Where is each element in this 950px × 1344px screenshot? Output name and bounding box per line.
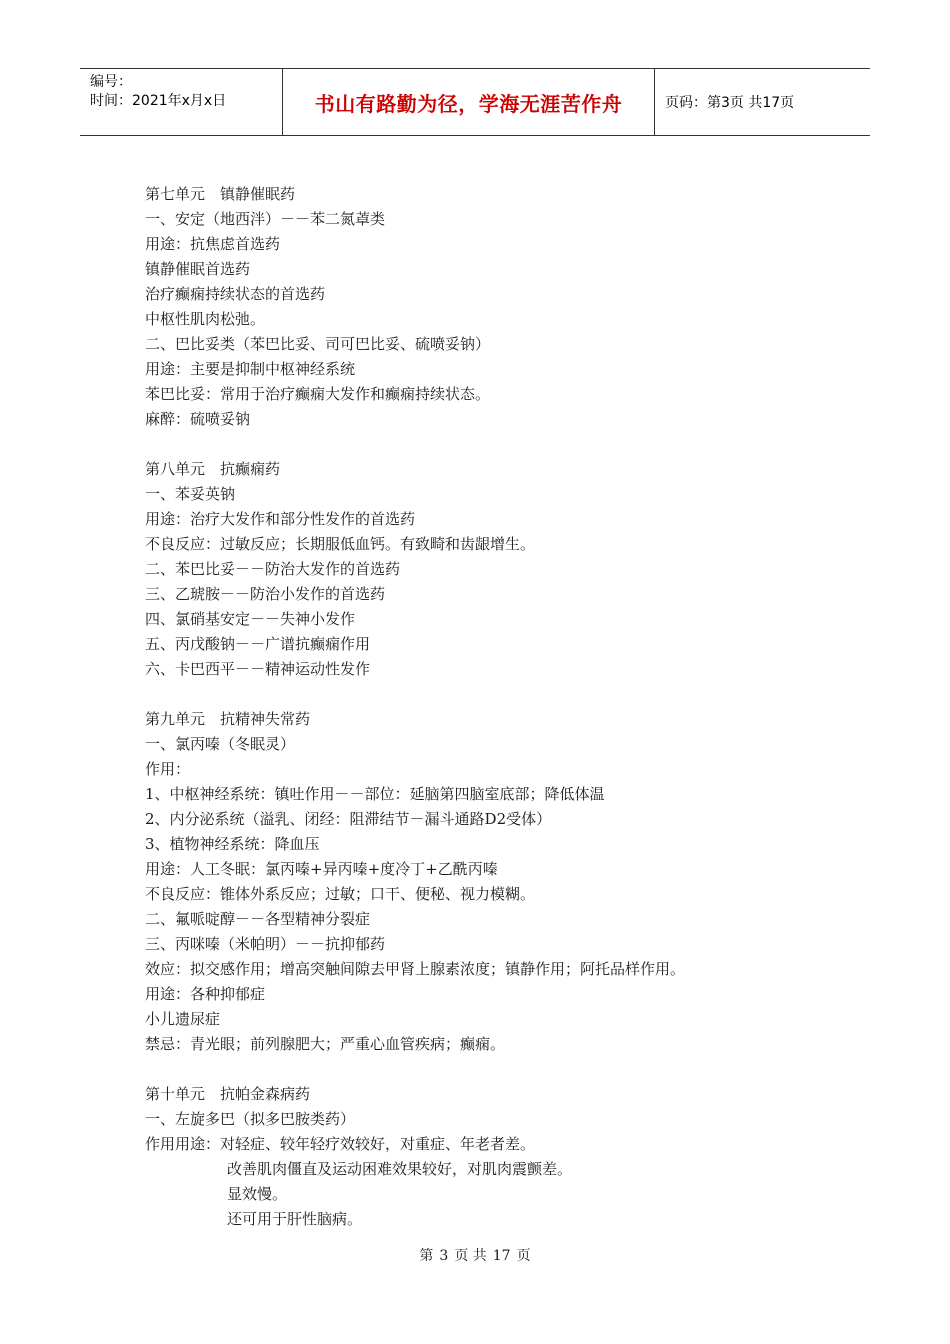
page-header xyxy=(80,68,870,136)
footer-suffix: 页 xyxy=(516,1248,531,1264)
section-title: 第八单元 抗癫痫药 xyxy=(145,460,281,478)
body-line: 麻醉：硫喷妥钠 xyxy=(145,410,251,428)
body-line: 一、左旋多巴（拟多巴胺类药） xyxy=(145,1110,356,1128)
section-spacer xyxy=(145,1057,845,1082)
body-line: 镇静催眠首选药 xyxy=(145,260,251,278)
header-meta xyxy=(90,73,226,111)
page-footer xyxy=(0,1245,950,1265)
body-line: 六、卡巴西平－－精神运动性发作 xyxy=(145,660,371,678)
body-line: 用途：主要是抑制中枢神经系统 xyxy=(145,360,356,378)
footer-total-pages: 17 xyxy=(492,1248,511,1264)
body-line: 用途：治疗大发作和部分性发作的首选药 xyxy=(145,510,416,528)
document-date: 时间：2021年x月x日 xyxy=(90,93,227,109)
body-line: 治疗癫痫持续状态的首选药 xyxy=(145,285,326,303)
footer-mid: 页 共 xyxy=(454,1248,487,1264)
document-code-label: 编号： xyxy=(90,74,132,90)
body-line: 还可用于肝性脑病。 xyxy=(227,1210,363,1228)
body-line: 一、氯丙嗪（冬眠灵） xyxy=(145,735,296,753)
section-title: 第九单元 抗精神失常药 xyxy=(145,710,311,728)
body-line: 三、丙咪嗪（米帕明）－－抗抑郁药 xyxy=(145,935,386,953)
footer-page-number: 3 xyxy=(439,1248,449,1264)
section-title: 第十单元 抗帕金森病药 xyxy=(145,1085,311,1103)
body-line: 效应：拟交感作用；增高突触间隙去甲肾上腺素浓度；镇静作用；阿托品样作用。 xyxy=(145,960,686,978)
header-divider xyxy=(654,69,655,135)
section-spacer xyxy=(145,682,845,707)
body-line: 1、中枢神经系统：镇吐作用－－部位：延脑第四脑室底部；降低体温 xyxy=(145,785,605,803)
body-line: 禁忌：青光眼；前列腺肥大；严重心血管疾病；癫痫。 xyxy=(145,1035,506,1053)
body-line: 不良反应：过敏反应；长期服低血钙。有致畸和齿龈增生。 xyxy=(145,535,536,553)
section-spacer xyxy=(145,432,845,457)
body-line: 显效慢。 xyxy=(227,1185,288,1203)
body-line: 一、安定（地西泮）－－苯二氮䓬类 xyxy=(145,210,386,228)
body-line: 二、巴比妥类（苯巴比妥、司可巴比妥、硫喷妥钠） xyxy=(145,335,491,353)
body-line: 三、乙琥胺－－防治小发作的首选药 xyxy=(145,585,386,603)
body-line: 用途：抗焦虑首选药 xyxy=(145,235,281,253)
section-title: 第七单元 镇静催眠药 xyxy=(145,185,296,203)
footer-prefix: 第 xyxy=(419,1248,434,1264)
body-line: 用途：人工冬眠：氯丙嗪+异丙嗪+度冷丁+乙酰丙嗪 xyxy=(145,860,498,878)
header-page-info: 页码：第3页 共17页 xyxy=(665,95,795,111)
body-line: 四、氯硝基安定－－失神小发作 xyxy=(145,610,356,628)
body-line: 作用： xyxy=(145,760,191,778)
body-line: 改善肌肉僵直及运动困难效果较好，对肌肉震颤差。 xyxy=(227,1160,573,1178)
body-line: 不良反应：锥体外系反应；过敏；口干、便秘、视力模糊。 xyxy=(145,885,536,903)
body-line: 作用用途：对轻症、较年轻疗效较好，对重症、年老者差。 xyxy=(145,1135,536,1153)
body-line: 小儿遗尿症 xyxy=(145,1010,221,1028)
body-line: 二、苯巴比妥－－防治大发作的首选药 xyxy=(145,560,401,578)
body-line: 3、植物神经系统：降血压 xyxy=(145,835,320,853)
body-line: 五、丙戊酸钠－－广谱抗癫痫作用 xyxy=(145,635,371,653)
body-line: 苯巴比妥：常用于治疗癫痫大发作和癫痫持续状态。 xyxy=(145,385,491,403)
body-line: 二、氟哌啶醇－－各型精神分裂症 xyxy=(145,910,371,928)
body-line: 2、内分泌系统（溢乳、闭经：阻滞结节－漏斗通路D2受体） xyxy=(145,810,552,828)
body-line: 用途：各种抑郁症 xyxy=(145,985,266,1003)
body-line: 中枢性肌肉松弛。 xyxy=(145,310,266,328)
header-motto: 书山有路勤为径，学海无涯苦作舟 xyxy=(314,91,623,116)
body-line: 一、苯妥英钠 xyxy=(145,485,236,503)
document-body xyxy=(145,182,845,1232)
